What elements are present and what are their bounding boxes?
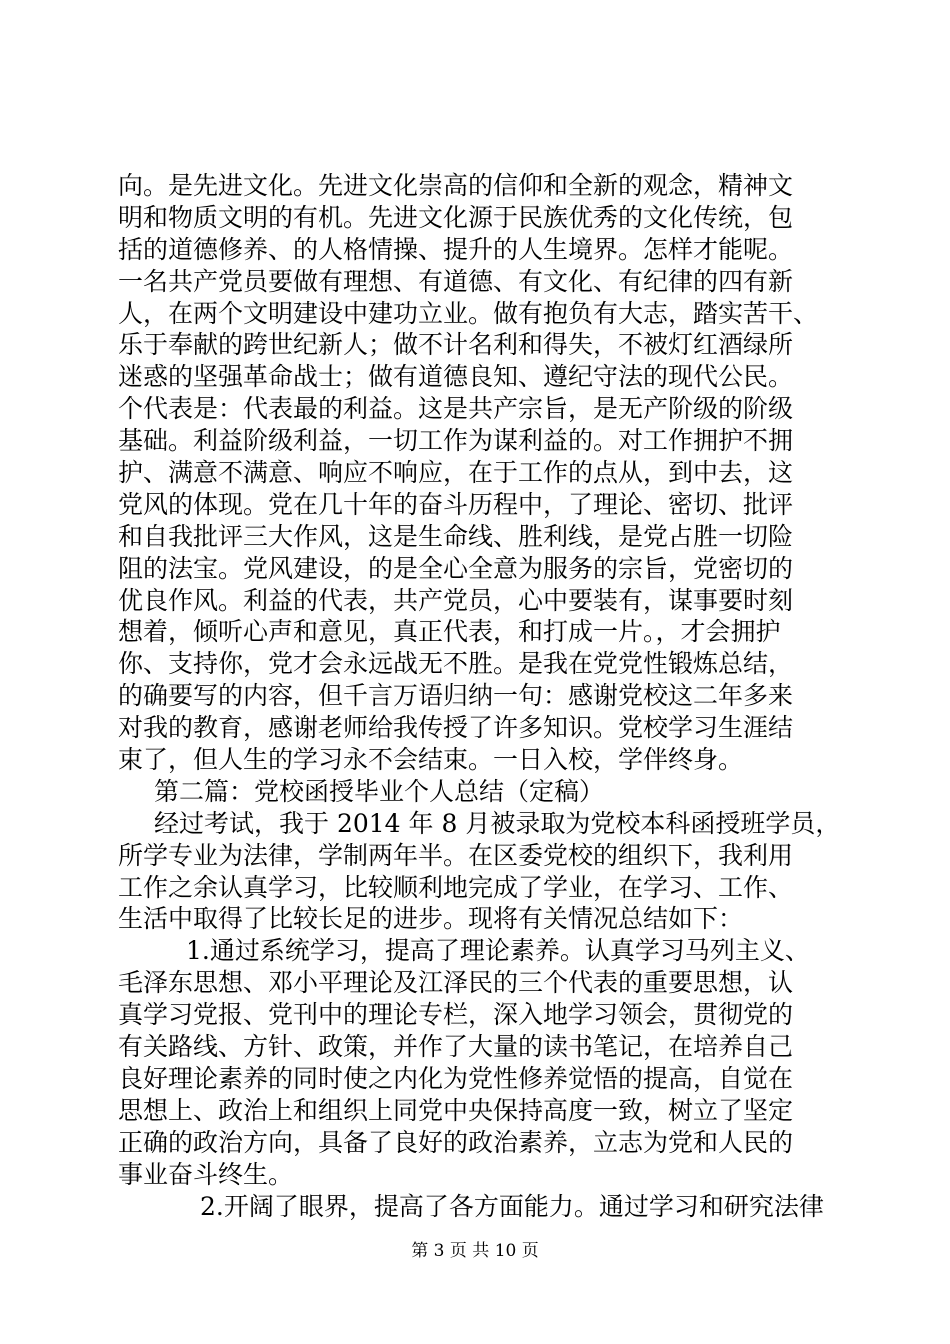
text-line: 工作之余认真学习，比较顺利地完成了学业，在学习、工作、 bbox=[118, 872, 794, 902]
text-line: 有关路线、方针、政策，并作了大量的读书笔记，在培养自己 bbox=[118, 1032, 794, 1062]
text-line: 所学专业为法律，学制两年半。在区委党校的组织下，我利用 bbox=[118, 840, 794, 870]
text-line: 毛泽东思想、邓小平理论及江泽民的三个代表的重要思想，认 bbox=[118, 968, 794, 998]
text-line: 护、满意不满意、响应不响应，在于工作的点从，到中去，这 bbox=[118, 458, 794, 488]
text-line: 的确要写的内容，但千言万语归纳一句：感谢党校这二年多来 bbox=[118, 681, 794, 711]
text-line: 括的道德修养、的人格情操、提升的人生境界。怎样才能呢。 bbox=[118, 234, 794, 264]
text-line: 优良作风。利益的代表，共产党员，心中要装有，谋事要时刻 bbox=[118, 585, 794, 615]
page-footer: 第 3 页 共 10 页 bbox=[411, 1241, 539, 1261]
text-line: 迷惑的坚强革命战士；做有道德良知、遵纪守法的现代公民。 bbox=[118, 362, 794, 392]
text-line: 真学习党报、党刊中的理论专栏，深入地学习领会，贯彻党的 bbox=[118, 1000, 794, 1030]
text-line: 党风的体现。党在几十年的奋斗历程中，了理论、密切、批评 bbox=[118, 489, 794, 519]
text-line: 明和物质文明的有机。先进文化源于民族优秀的文化传统，包 bbox=[118, 202, 794, 232]
document-body bbox=[118, 170, 858, 1222]
text-line: 1.通过系统学习，提高了理论素养。认真学习马列主义、 bbox=[186, 936, 810, 966]
text-line: 一名共产党员要做有理想、有道德、有文化、有纪律的四有新 bbox=[118, 266, 794, 296]
section-heading: 第二篇：党校函授毕业个人总结（定稿） bbox=[154, 776, 605, 806]
text-line: 经过考试，我于 2014 年 8 月被录取为党校本科函授班学员， bbox=[154, 808, 841, 838]
text-line: 2.开阔了眼界，提高了各方面能力。通过学习和研究法律 bbox=[200, 1191, 824, 1221]
text-line: 和自我批评三大作风，这是生命线、胜利线，是党占胜一切险 bbox=[118, 521, 794, 551]
text-line: 事业奋斗终生。 bbox=[118, 1159, 294, 1189]
text-line: 阻的法宝。党风建设，的是全心全意为服务的宗旨，党密切的 bbox=[118, 553, 794, 583]
text-line: 对我的教育，感谢老师给我传授了许多知识。党校学习生涯结 bbox=[118, 713, 794, 743]
text-line: 良好理论素养的同时使之内化为党性修养觉悟的提高，自觉在 bbox=[118, 1063, 794, 1093]
text-line: 乐于奉献的跨世纪新人；做不计名利和得失，不被灯红酒绿所 bbox=[118, 330, 794, 360]
text-line: 思想上、政治上和组织上同党中央保持高度一致，树立了坚定 bbox=[118, 1095, 794, 1125]
text-line: 生活中取得了比较长足的进步。现将有关情况总结如下： bbox=[118, 904, 744, 934]
text-line: 个代表是：代表最的利益。这是共产宗旨，是无产阶级的阶级 bbox=[118, 394, 794, 424]
text-line: 人，在两个文明建设中建功立业。做有抱负有大志，踏实苦干、 bbox=[118, 298, 819, 328]
text-line: 想着，倾听心声和意见，真正代表，和打成一片。，才会拥护 bbox=[118, 617, 781, 647]
text-line: 你、支持你，党才会永远战无不胜。是我在党党性锻炼总结， bbox=[118, 649, 794, 679]
text-line: 基础。利益阶级利益，一切工作为谋利益的。对工作拥护不拥 bbox=[118, 426, 794, 456]
text-line: 向。是先进文化。先进文化崇高的信仰和全新的观念，精神文 bbox=[118, 171, 794, 200]
text-line: 正确的政治方向，具备了良好的政治素养，立志为党和人民的 bbox=[118, 1127, 794, 1157]
text-line: 束了，但人生的学习永不会结束。一日入校，学伴终身。 bbox=[118, 745, 744, 775]
